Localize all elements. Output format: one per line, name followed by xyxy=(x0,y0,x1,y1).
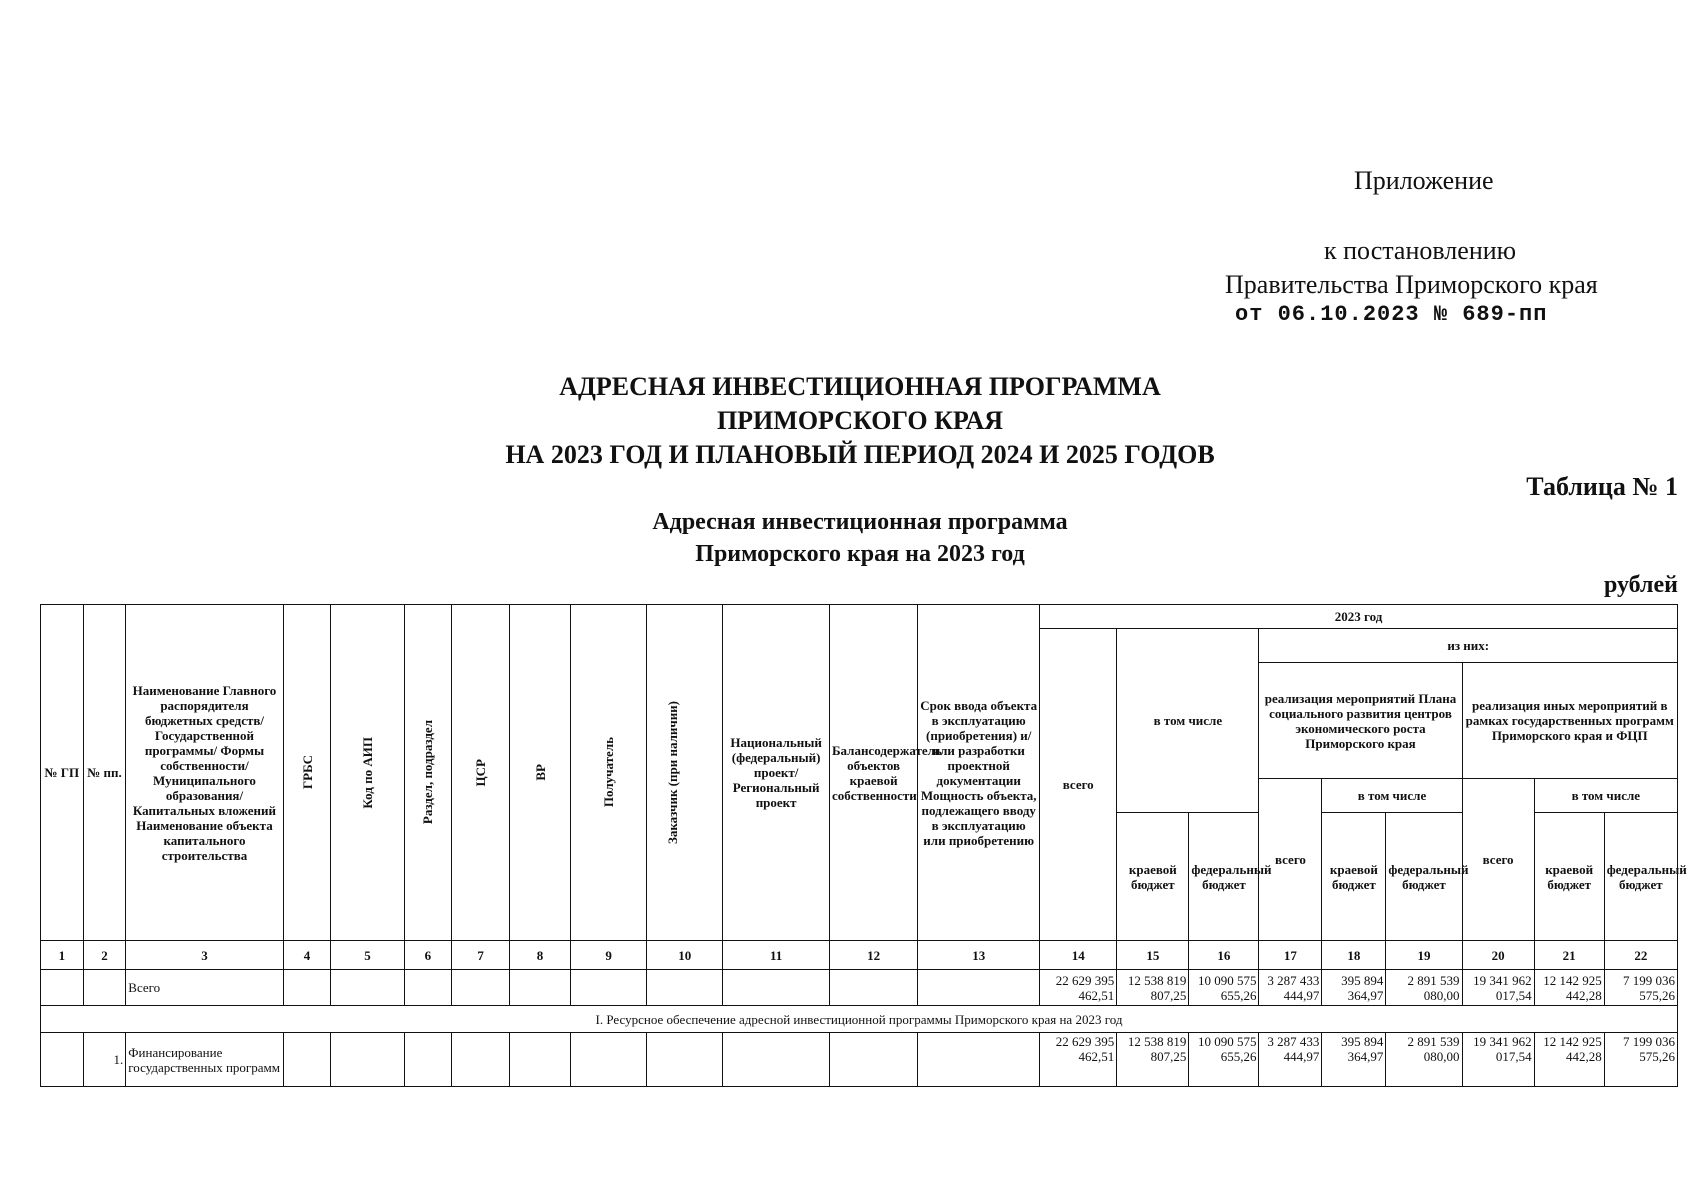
section-title: I. Ресурсное обеспечение адресной инвестиционной программы Приморского края на 2023 год xyxy=(41,1006,1678,1033)
header-section xyxy=(404,605,452,941)
header-deadline: Срок ввода объекта в эксплуатацию (приобретения) и/или разработки проектной документации Мощность объекта, подлежащего вводу в эксплуатацию или приобретению xyxy=(918,605,1040,941)
col-number: 4 xyxy=(283,941,331,970)
col-number: 16 xyxy=(1189,941,1259,970)
col-number: 14 xyxy=(1040,941,1117,970)
header-incl: в том числе xyxy=(1117,629,1259,813)
col-number: 3 xyxy=(126,941,283,970)
header-federal-22: федеральный бюджет xyxy=(1604,813,1677,941)
amount-cell: 10 090 575 655,26 xyxy=(1189,1033,1259,1087)
header-customer-text: Заказчик (при наличии) xyxy=(664,701,680,844)
col-number: 15 xyxy=(1117,941,1189,970)
investment-table xyxy=(40,604,1687,1087)
amount-cell: 395 894 364,97 xyxy=(1322,970,1386,1006)
amount-cell: 2 891 539 080,00 xyxy=(1386,970,1462,1006)
header-regional-18: краевой бюджет xyxy=(1322,813,1386,941)
amount-cell: 19 341 962 017,54 xyxy=(1462,970,1534,1006)
table-row-programs xyxy=(41,1033,1678,1087)
title-line-3: НА 2023 ГОД И ПЛАНОВЫЙ ПЕРИОД 2024 И 2025 ГОДОВ xyxy=(505,440,1215,469)
col-number: 18 xyxy=(1322,941,1386,970)
header-vr-text: ВР xyxy=(532,764,548,781)
col-number: 9 xyxy=(571,941,647,970)
government-label: Правительства Приморского края xyxy=(1225,270,1598,299)
section-row xyxy=(41,1006,1678,1033)
header-plan-group: реализация мероприятий Плана социального развития центров экономического роста Приморского края xyxy=(1259,663,1462,779)
header-total: всего xyxy=(1040,629,1117,941)
header-other-total: всего xyxy=(1462,779,1534,941)
header-other-group: реализация иных мероприятий в рамках государственных программ Приморского края и ФЦП xyxy=(1462,663,1677,779)
header-vr xyxy=(510,605,571,941)
header-regional-15: краевой бюджет xyxy=(1117,813,1189,941)
title-line-2: ПРИМОРСКОГО КРАЯ xyxy=(716,406,1004,435)
header-year: 2023 год xyxy=(1040,605,1678,629)
amount-cell: 12 142 925 442,28 xyxy=(1534,970,1604,1006)
header-of-them: из них: xyxy=(1259,629,1678,663)
col-number: 7 xyxy=(452,941,510,970)
col-number: 19 xyxy=(1386,941,1462,970)
col-number: 11 xyxy=(723,941,830,970)
header-aip-code-text: Код по АИП xyxy=(359,736,375,809)
header-csr xyxy=(452,605,510,941)
header-grbs-text: ГРБС xyxy=(299,755,315,790)
amount-cell: 3 287 433 444,97 xyxy=(1259,970,1322,1006)
header-federal-19: федеральный бюджет xyxy=(1386,813,1462,941)
header-customer xyxy=(647,605,723,941)
title-line-1: АДРЕСНАЯ ИНВЕСТИЦИОННАЯ ПРОГРАММА xyxy=(559,372,1161,401)
amount-cell: 2 891 539 080,00 xyxy=(1386,1033,1462,1087)
amount-cell: 12 142 925 442,28 xyxy=(1534,1033,1604,1087)
col-number: 13 xyxy=(918,941,1040,970)
amount-cell: 22 629 395 462,51 xyxy=(1040,1033,1117,1087)
subtitle-line-1: Адресная инвестиционная программа xyxy=(652,509,1068,535)
column-numbers-row xyxy=(41,941,1678,970)
header-name: Наименование Главного распорядителя бюджетных средств/Государственной программы/ Формы собственности/Муниципального образования/Капитальных вложений Наименование объекта капитального строительства xyxy=(126,605,283,941)
col-number: 17 xyxy=(1259,941,1322,970)
header-section-text: Раздел, подраздел xyxy=(420,720,436,825)
col-number: 1 xyxy=(41,941,84,970)
header-pp-no: № пп. xyxy=(83,605,126,941)
header-federal-16: федеральный бюджет xyxy=(1189,813,1259,941)
col-number: 6 xyxy=(404,941,452,970)
header-project: Национальный (федеральный) проект/ Региональный проект xyxy=(723,605,830,941)
col-number: 22 xyxy=(1604,941,1677,970)
amount-cell: 12 538 819 807,25 xyxy=(1117,1033,1189,1087)
document-title xyxy=(440,370,1280,472)
header-csr-text: ЦСР xyxy=(473,758,489,787)
amount-cell: 7 199 036 575,26 xyxy=(1604,970,1677,1006)
header-regional-21: краевой бюджет xyxy=(1534,813,1604,941)
amount-cell: 395 894 364,97 xyxy=(1322,1033,1386,1087)
appendix-label: Приложение xyxy=(1354,166,1494,195)
table-number: Таблица № 1 xyxy=(1526,472,1678,501)
decree-number: от 06.10.2023 № 689-пп xyxy=(1235,302,1548,327)
col-number: 20 xyxy=(1462,941,1534,970)
amount-cell: 19 341 962 017,54 xyxy=(1462,1033,1534,1087)
col-number: 10 xyxy=(647,941,723,970)
to-decree-label: к постановлению xyxy=(1324,236,1517,265)
table-row-total xyxy=(41,970,1678,1006)
header-aip-code xyxy=(331,605,404,941)
header-recipient-text: Получатель xyxy=(601,737,617,808)
amount-cell: 10 090 575 655,26 xyxy=(1189,970,1259,1006)
header-grbs xyxy=(283,605,331,941)
row-label: Всего xyxy=(126,970,283,1006)
header-recipient xyxy=(571,605,647,941)
row-number: 1. xyxy=(83,1033,126,1087)
amount-cell: 3 287 433 444,97 xyxy=(1259,1033,1322,1087)
amount-cell: 22 629 395 462,51 xyxy=(1040,970,1117,1006)
amount-cell: 12 538 819 807,25 xyxy=(1117,970,1189,1006)
col-number: 8 xyxy=(510,941,571,970)
subtitle-line-2: Приморского края на 2023 год xyxy=(695,541,1025,567)
col-number: 2 xyxy=(83,941,126,970)
header-plan-total: всего xyxy=(1259,779,1322,941)
col-number: 21 xyxy=(1534,941,1604,970)
col-number: 5 xyxy=(331,941,404,970)
header-gp-no: № ГП xyxy=(41,605,84,941)
amount-cell: 7 199 036 575,26 xyxy=(1604,1033,1677,1087)
header-holder: Балансодержатель объектов краевой собственности xyxy=(829,605,917,941)
units-label: рублей xyxy=(1603,572,1678,598)
row-label: Финансирование государственных программ xyxy=(126,1033,283,1087)
header-other-incl: в том числе xyxy=(1534,779,1677,813)
col-number: 12 xyxy=(829,941,917,970)
header-plan-incl: в том числе xyxy=(1322,779,1462,813)
table-subtitle xyxy=(520,506,1200,570)
